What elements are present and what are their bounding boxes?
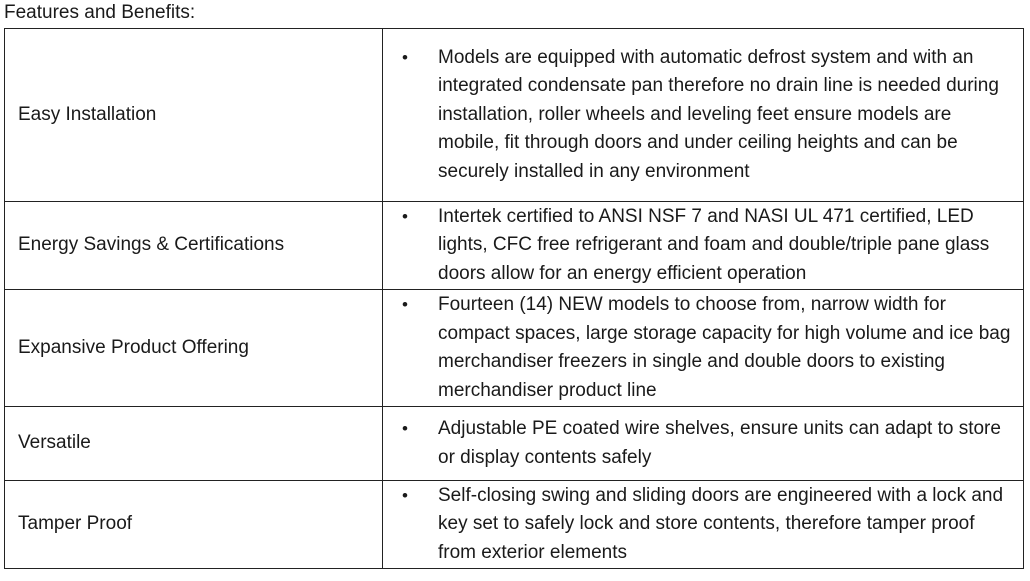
table-row <box>5 202 1024 290</box>
bullet-icon: • <box>402 295 408 314</box>
section-heading: Features and Benefits: <box>4 2 196 23</box>
feature-name-cell: Energy Savings & Certifications <box>5 202 383 290</box>
benefit-text: Intertek certified to ANSI NSF 7 and NASI UL 471 certified, LED lights, CFC free refrigerant and foam and double/triple pane glass doors allow for an energy efficient operation <box>438 205 990 284</box>
bullet-icon: • <box>402 206 408 226</box>
table-row <box>5 29 1024 202</box>
features-table <box>4 28 1024 569</box>
feature-name-cell: Easy Installation <box>5 29 383 202</box>
bullet-icon: • <box>402 47 408 67</box>
benefit-cell <box>383 290 1024 407</box>
benefit-text: Fourteen (14) NEW models to choose from, narrow width for compact spaces, large storage capacity for high volume and ice bag merchandiser freezers in single and double doors to existing merchandiser product line <box>438 294 1011 401</box>
feature-name-cell: Versatile <box>5 407 383 481</box>
table-row <box>5 481 1024 569</box>
benefit-cell <box>383 29 1024 202</box>
benefit-bullet-item <box>402 44 1013 187</box>
benefit-bullet-item <box>402 291 1013 405</box>
benefit-cell <box>383 481 1024 569</box>
bullet-icon: • <box>402 419 408 438</box>
benefit-cell <box>383 202 1024 290</box>
benefit-bullet-item <box>402 415 1013 472</box>
benefit-bullet-item <box>402 203 1013 289</box>
table-row <box>5 407 1024 481</box>
table-row <box>5 290 1024 407</box>
benefit-text: Self-closing swing and sliding doors are engineered with a lock and key set to safely lock and store contents, therefore tamper proof from exterior elements <box>438 484 1004 563</box>
bullet-icon: • <box>402 485 408 505</box>
benefit-text: Adjustable PE coated wire shelves, ensure units can adapt to store or display contents safely <box>438 418 1001 468</box>
benefit-text: Models are equipped with automatic defrost system and with an integrated condensate pan therefore no drain line is needed during installation, roller wheels and leveling feet ensure models are mobile, fit through doors and under ceiling heights and can be securely installed in any environment <box>438 46 999 182</box>
feature-name-cell: Tamper Proof <box>5 481 383 569</box>
feature-name-cell: Expansive Product Offering <box>5 290 383 407</box>
benefit-cell <box>383 407 1024 481</box>
benefit-bullet-item <box>402 482 1013 568</box>
